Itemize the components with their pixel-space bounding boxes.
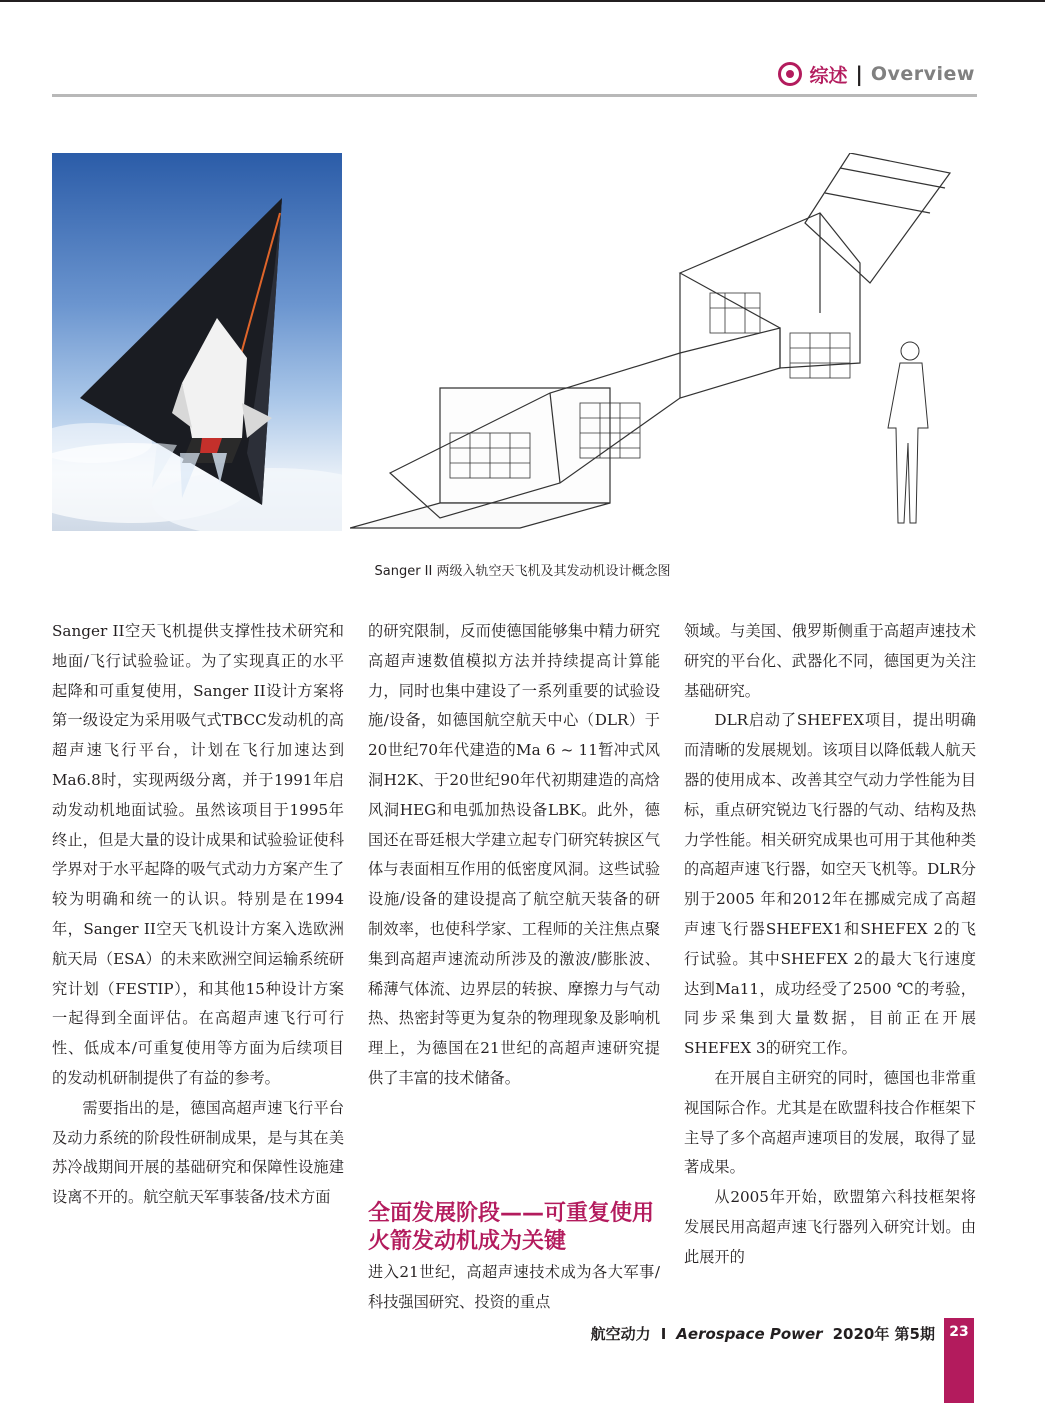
journal-logo-icon [778,62,802,86]
section-separator: | [855,62,863,86]
column-1 [52,617,344,1213]
paragraph: DLR启动了SHEFEX项目，提出明确而清晰的发展规划。该项目以降低载人航天器的使用成本、改善其空气动力学性能为目标，重点研究锐边飞行器的气动、结构及热力学性能。相关研究成果也可用于其他种类的高超声速飞行器，如空天飞机等。DLR分别于2005 年和2012年在挪威完成了高超声速飞行器SHEFEX1和SHEFEX 2的飞行试验。其中SHEFEX 2的最大飞行速度达到Ma11，成功经受了2500 ℃的考验，同步采集到大量数据，目前正在开展SHEFEX 3的研究工作。 [684,711,976,1058]
paragraph: Sanger II空天飞机提供支撑性技术研究和地面/飞行试验验证。为了实现真正的水平起降和可重复使用，Sanger II设计方案将第一级设定为采用吸气式TBCC发动机的高超声速飞行平台，计划在飞行加速达到Ma6.8时，实现两级分离，并于1991年启动发动机地面试验。虽然该项目于1995年终止，但是大量的设计成果和试验验证使科学界对于水平起降的吸气式动力方案产生了较为明确和统一的认识。特别是在1994年，Sanger II空天飞机设计方案入选欧洲航天局（ESA）的未来欧洲空间运输系统研究计划（FESTIP），和其他15种设计方案一起得到全面评估。在高超声速飞行可行性、低成本/可重复使用等方面为后续项目的发动机研制提供了有益的参考。 [52,622,344,1087]
spaceplane-photo [52,153,342,531]
paragraph: 需要指出的是，德国高超声速飞行平台及动力系统的阶段性研制成果，是与其在美苏冷战期间开展的基础研究和保障性设施建设离不开的。航空航天军事装备/技术方面 [52,1098,344,1207]
header-rule [52,94,977,97]
paragraph: 在开展自主研究的同时，德国也非常重视国际合作。尤其是在欧盟科技合作框架下主导了多个高超声速项目的发展，取得了显著成果。 [684,1068,976,1177]
column-2-continued [368,1258,660,1318]
column-3 [684,617,976,1273]
section-heading: 全面发展阶段——可重复使用火箭发动机成为关键 [368,1201,655,1254]
paragraph: 进入21世纪，高超声速技术成为各大军事/科技强国研究、投资的重点 [368,1263,660,1311]
paragraph: 的研究限制，反而使德国能够集中精力研究高超声速数值模拟方法并持续提高计算能力，同时也集中建设了一系列重要的试验设施/设备，如德国航空航天中心（DLR）于20世纪70年代建造的Ma 6 ~ 11暂冲式风洞H2K、于20世纪90年代初期建造的高焓风洞HEG和电弧加热设备LBK。此外，德国还在哥廷根大学建立起专门研究转捩区气体与表面相互作用的低密度风洞。这些试验设施/设备的建设提高了航空航天装备的研制效率，也使科学家、工程师的关注焦点聚集到高超声速流动所涉及的激波/膨胀波、稀薄气体流、边界层的转捩、摩擦力与气动热、热密封等更为复杂的物理现象及影响机理上，为德国在21世纪的高超声速研究提供了丰富的技术储备。 [368,622,660,1087]
section-title-cn: 综述 [809,64,848,87]
page-number: 23 [944,1318,974,1403]
page-footer [591,1323,935,1344]
paragraph: 领域。与美国、俄罗斯侧重于高超声速技术研究的平台化、武器化不同，德国更为关注基础研究。 [684,622,976,700]
journal-name-cn: 航空动力 [590,1325,651,1343]
journal-separator: I [660,1325,667,1343]
column-2 [368,617,660,1094]
page-header [778,60,975,88]
section-title-en: Overview [870,63,975,85]
top-rule [0,0,1045,2]
issue-label: 2020年 第5期 [832,1325,935,1343]
engine-line-drawing [350,153,990,533]
journal-name-en: Aerospace Power [676,1325,823,1343]
paragraph: 从2005年开始，欧盟第六科技框架将发展民用高超声速飞行器列入研究计划。由此展开的 [684,1188,976,1266]
figure-caption: Sanger II 两级入轨空天飞机及其发动机设计概念图 [374,564,671,579]
